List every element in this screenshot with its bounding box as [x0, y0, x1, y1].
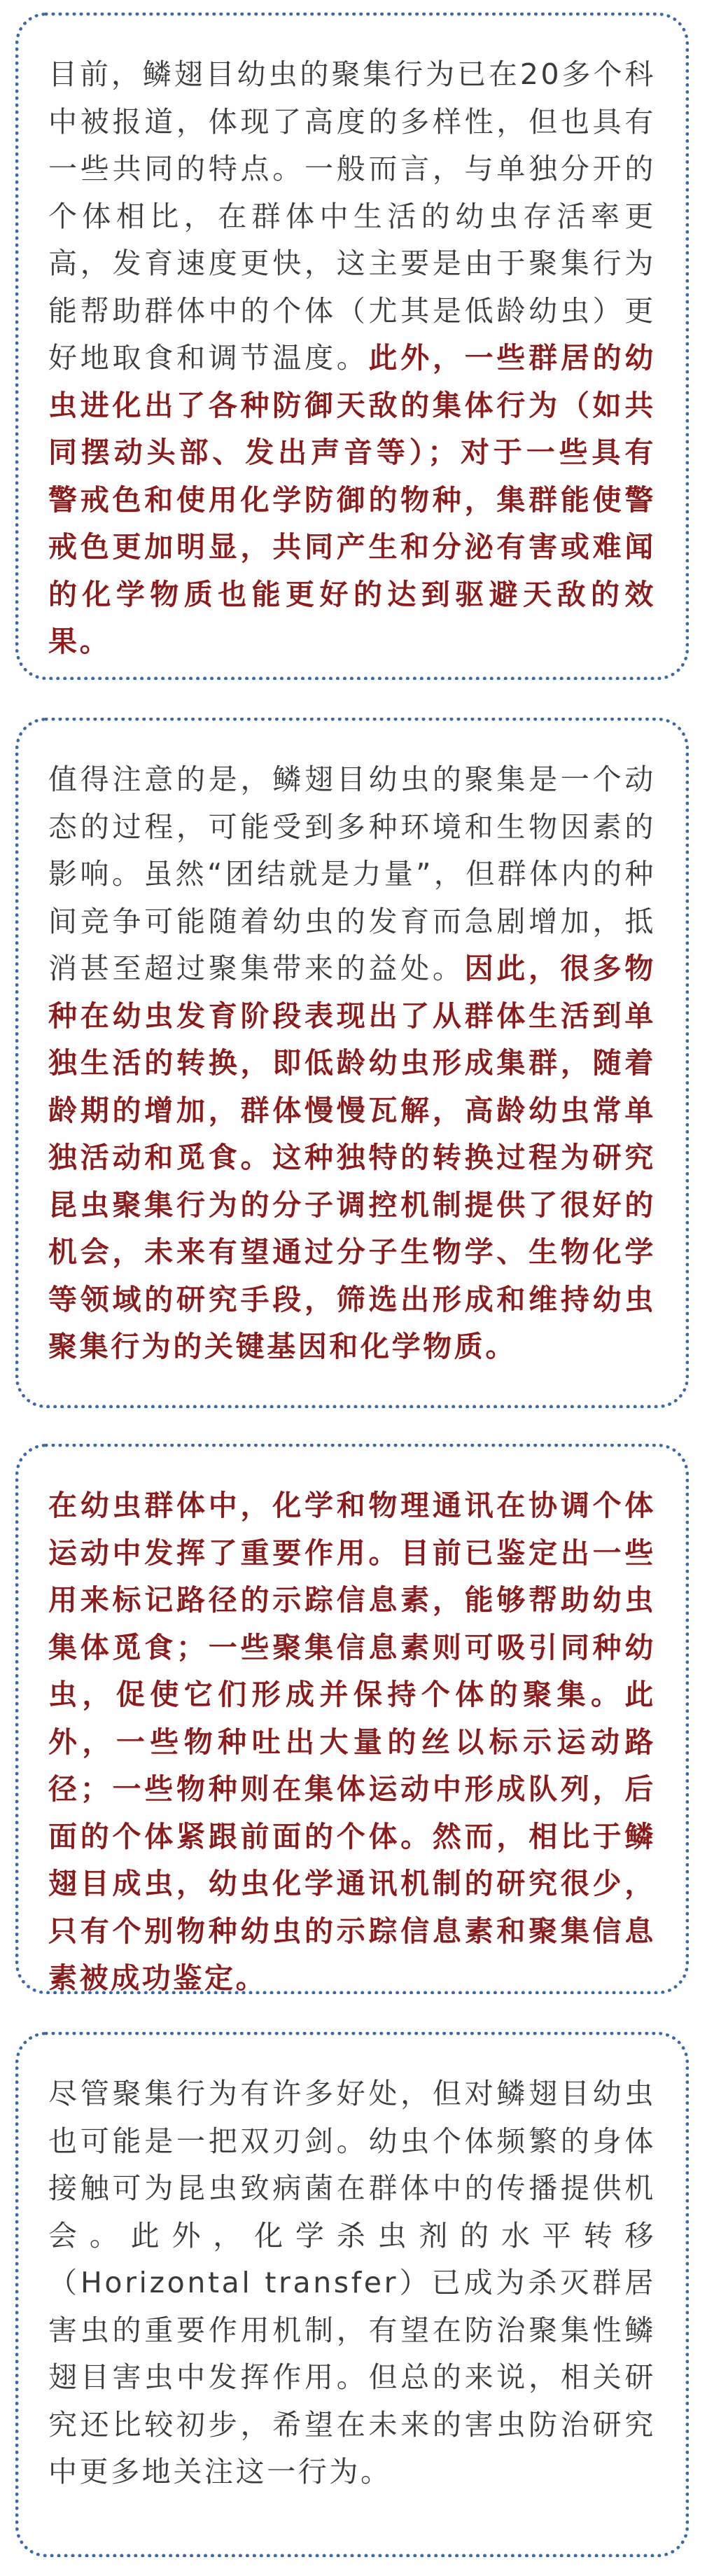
paragraph-2-emphasis: 因此，很多物种在幼虫发育阶段表现出了从群体生活到单独生活的转换，即低龄幼虫形成集群，随着龄期的增加，群体慢慢瓦解，高龄幼虫常单独活动和觅食。这种独特的转换过程为研究昆虫聚集行为的分子调控机制提供了很好的机会，未来有望通过分子生物学、生物化学等领域的研究手段，筛选出形成和维持幼虫聚集行为的关键基因和化学物质。: [48, 952, 656, 1363]
paragraph-4: [48, 2070, 656, 2496]
paragraph-1-text: 目前，鳞翅目幼虫的聚集行为已在20多个科中被报道，体现了高度的多样性，但也具有一些共同的特点。一般而言，与单独分开的个体相比，在群体中生活的幼虫存活率更高，发育速度更快，这主要是由于聚集行为能帮助群体中的个体（尤其是低龄幼虫）更好地取食和调节温度。: [48, 57, 656, 375]
paragraph-2-text: 值得注意的是，鳞翅目幼虫的聚集是一个动态的过程，可能受到多种环境和生物因素的影响。虽然“团结就是力量”，但群体内的种间竞争可能随着幼虫的发育而急剧增加，抵消甚至超过聚集带来的益处。: [48, 763, 656, 985]
paragraph-4-text: 尽管聚集行为有许多好处，但对鳞翅目幼虫也可能是一把双刃剑。幼虫个体频繁的身体接触可为昆虫致病菌在群体中的传播提供机会。此外，化学杀虫剂的水平转移（Horizontal transfer）已成为杀灭群居害虫的重要作用机制，有望在防治聚集性鳞翅目害虫中发挥作用。但总的来说，相关研究还比较初步，希望在未来的害虫防治研究中更多地关注这一行为。: [48, 2077, 656, 2488]
paragraph-1: [48, 51, 656, 666]
paragraph-1-emphasis: 此外，一些群居的幼虫进化出了各种防御天敌的集体行为（如共同摆动头部、发出声音等）；对于一些具有警戒色和使用化学防御的物种，集群能使警戒色更加明显，共同产生和分泌有害或难闻的化学物质也能更好的达到驱避天敌的效果。: [48, 341, 657, 658]
paragraph-3-emphasis: 在幼虫群体中，化学和物理通讯在协调个体运动中发挥了重要作用。目前已鉴定出一些用来标记路径的示踪信息素，能够帮助幼虫集体觅食；一些聚集信息素则可吸引同种幼虫，促使它们形成并保持个体的聚集。此外，一些物种吐出大量的丝以标示运动路径；一些物种则在集体运动中形成队列，后面的个体紧跟前面的个体。然而，相比于鳞翅目成虫，幼虫化学通讯机制的研究很少，只有个别物种幼虫的示踪信息素和聚集信息素被成功鉴定。: [48, 1489, 656, 1995]
paragraph-card-2: [15, 718, 689, 1408]
paragraph-card-4: [15, 2032, 689, 2557]
paragraph-card-1: [15, 13, 689, 680]
paragraph-3: [48, 1482, 656, 2003]
paragraph-card-3: [15, 1444, 689, 1994]
paragraph-2: [48, 756, 656, 1371]
